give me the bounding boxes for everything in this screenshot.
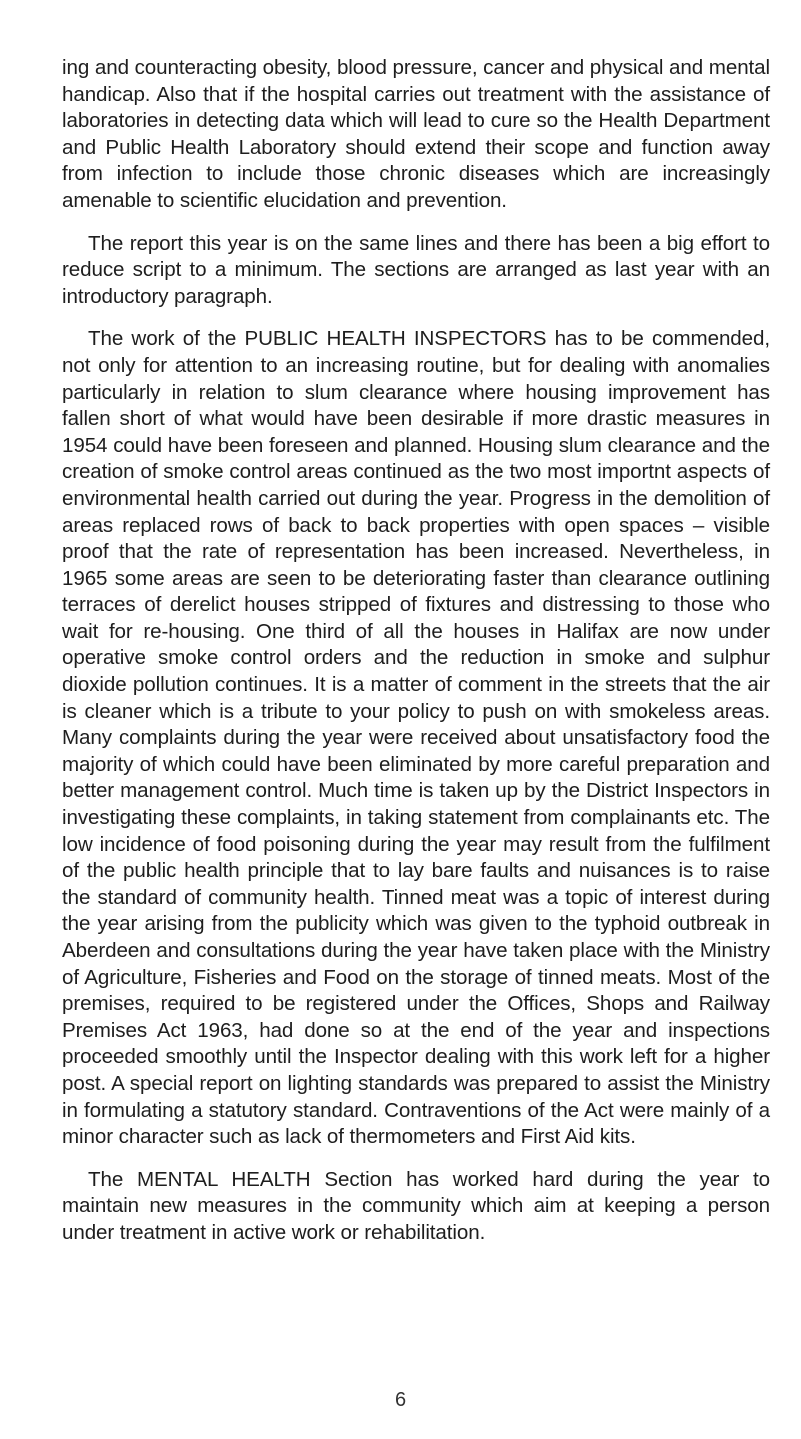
page-number: 6: [394, 1389, 407, 1411]
paragraph-public-health-inspectors: The work of the PUBLIC HEALTH INSPECTORS has to be commended, not only for attention to an increasing routine, but for dealing with anomalies particularly in relation to slum clearance where housing improvement has fallen short of what would have been desirable if more drastic measures in 1954 could have been foreseen and planned. Housing slum clearance and the creation of smoke control areas continued as the two most importnt aspects of environmental health carried out during the year. Progress in the demolition of areas replaced rows of back to back properties with open spaces – visible proof that the rate of representation has been increased. Nevertheless, in 1965 some areas are seen to be deteriorating faster than clearance outlining terraces of derelict houses stripped of fixtures and distressing to those who wait for re-housing. One third of all the houses in Halifax are now under operative smoke control orders and the reduction in smoke and sulphur dioxide pollution continues. It is a matter of comment in the streets that the air is cleaner which is a tribute to your policy to push on with smokeless areas. Many complaints during the year were received about unsatisfactory food the majority of which could have been eliminated by more careful preparation and better management control. Much time is taken up by the District Inspectors in investigating these complaints, in taking statement from complainants etc. The low incidence of food poisoning during the year may result from the fulfilment of the public health principle that to lay bare faults and nuisances is to raise the standard of community health. Tinned meat was a topic of interest during the year arising from the publicity which was given to the typhoid outbreak in Aberdeen and consultations during the year have taken place with the Ministry of Agriculture, Fisheries and Food on the storage of tinned meats. Most of the premises, required to be registered under the Offices, Shops and Railway Premises Act 1963, had done so at the end of the year and inspections proceeded smoothly until the Inspector dealing with this work left for a higher post. A special report on lighting standards was prepared to assist the Ministry in formulating a statutory standard. Contraventions of the Act were mainly of a minor character such as lack of thermometers and First Aid kits.: [62, 327, 770, 1149]
paragraph-report-intro: The report this year is on the same lines and there has been a big effort to reduce script to a minimum. The sections are arranged as last year with an introductory paragraph.: [62, 231, 770, 308]
paragraph-mental-health: The MENTAL HEALTH Section has worked hard during the year to maintain new measures in the community which aim at keeping a person under treatment in active work or rehabilitation.: [62, 1167, 770, 1244]
paragraph-continuation: ing and counteracting obesity, blood pressure, cancer and physical and mental handicap. Also that if the hospital carries out treatment with the assistance of laboratories in detecting data which will lead to cure so the Health Department and Public Health Laboratory should extend their scope and function away from infection to include those chronic diseases which are increasingly amenable to scientific elucidation and prevention.: [62, 56, 770, 212]
body-text: [62, 55, 770, 1263]
